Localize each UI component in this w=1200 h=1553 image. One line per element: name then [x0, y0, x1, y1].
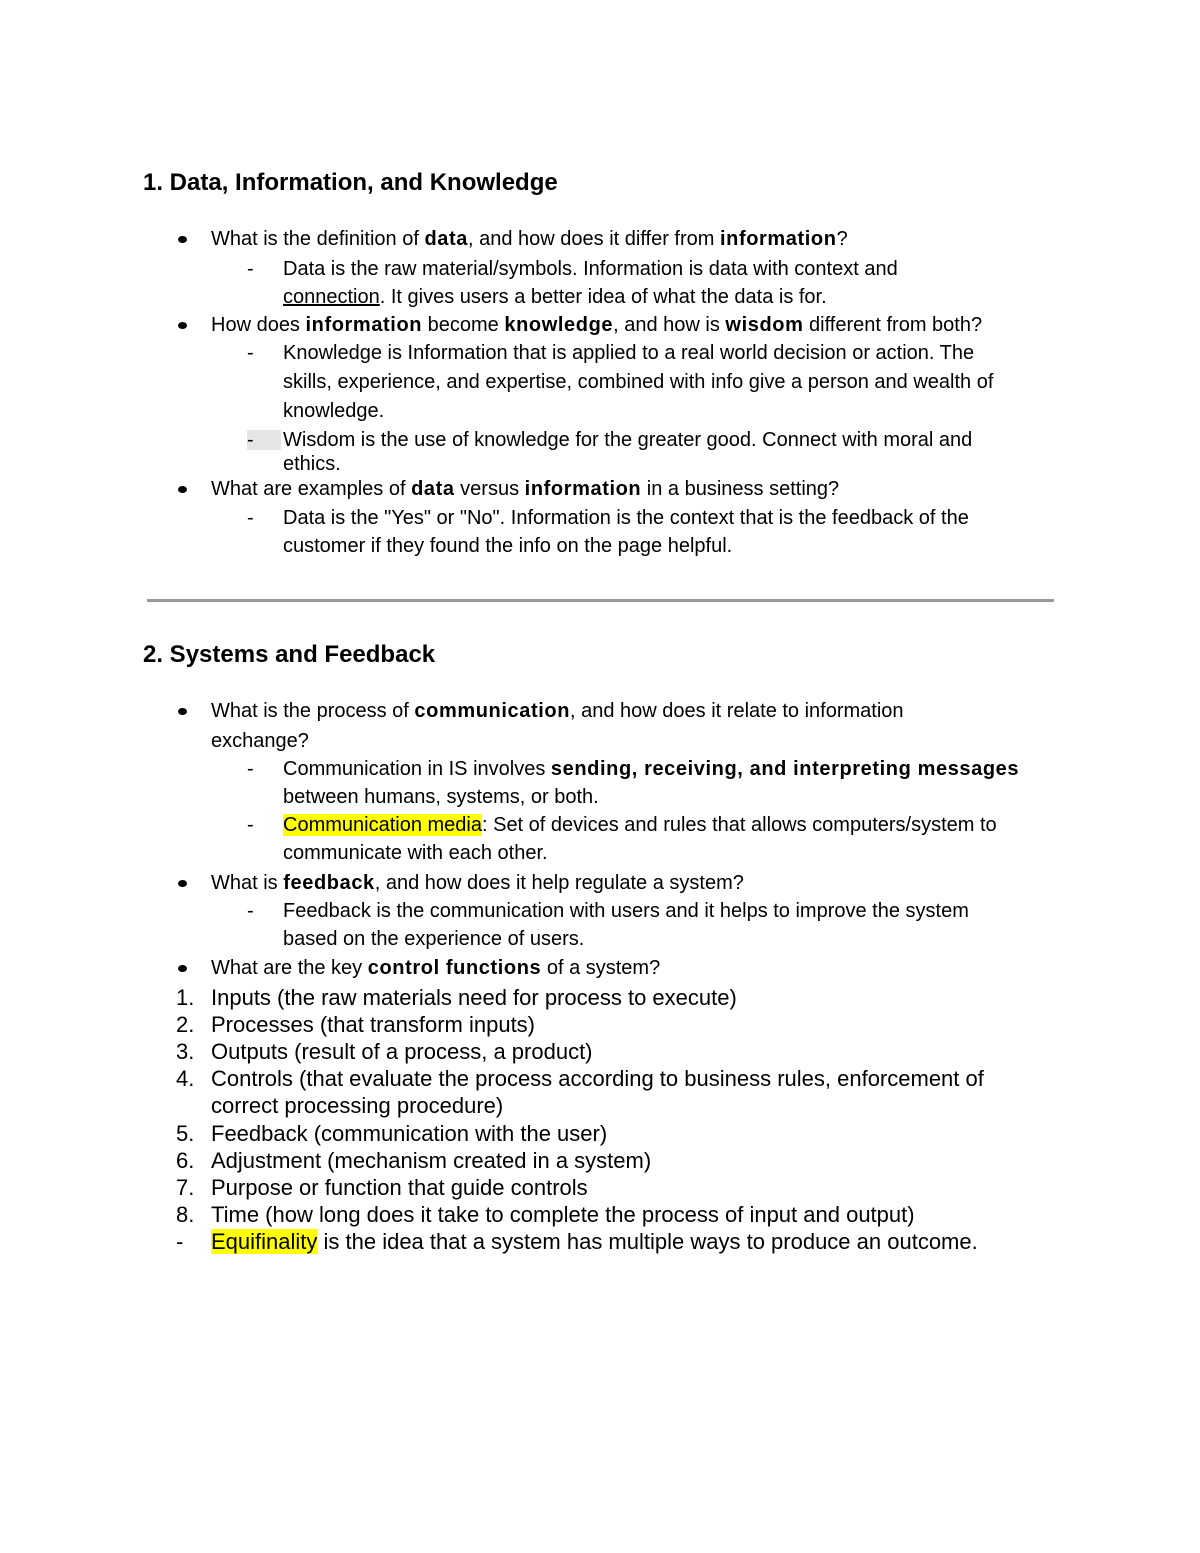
bullet-icon [178, 486, 187, 493]
list-item: Adjustment (mechanism created in a system) [211, 1148, 652, 1173]
list-number: 7. [176, 1175, 195, 1200]
answer-examples-line-1: Data is the "Yes" or "No". Information is the context that is the feedback of the [283, 507, 969, 529]
list-item: Time (how long does it take to complete the process of input and output) [211, 1202, 915, 1227]
answer-communication-line-1: Communication in IS involves sending, receiving, and interpreting messages [283, 758, 1020, 780]
list-item: Controls (that evaluate the process according to business rules, enforcement of [211, 1066, 984, 1091]
question-communication-line-2: exchange? [211, 730, 309, 752]
list-number: 8. [176, 1202, 195, 1227]
list-item: Inputs (the raw materials need for process to execute) [211, 985, 737, 1010]
list-item: Outputs (result of a process, a product) [211, 1039, 593, 1064]
list-number: 3. [176, 1039, 195, 1064]
bullet-icon [178, 322, 187, 329]
section-1-heading: 1. Data, Information, and Knowledge [143, 169, 558, 196]
answer-media-line-2: communicate with each other. [283, 842, 548, 864]
list-number: 2. [176, 1012, 195, 1037]
dash-marker: - [247, 814, 254, 836]
answer-feedback-line-2: based on the experience of users. [283, 928, 585, 950]
answer-wisdom-line-2: ethics. [283, 453, 341, 475]
answer-data-line-2: connection. It gives users a better idea of what the data is for. [283, 286, 827, 308]
list-item: Feedback (communication with the user) [211, 1121, 608, 1146]
bullet-icon [178, 708, 187, 715]
list-number: 1. [176, 985, 195, 1010]
list-item-continuation: correct processing procedure) [211, 1093, 504, 1118]
bullet-icon [178, 965, 187, 972]
question-examples: What are examples of data versus information in a business setting? [211, 478, 840, 500]
bullet-icon [178, 236, 187, 243]
answer-wisdom-line-1: Wisdom is the use of knowledge for the greater good. Connect with moral and [283, 429, 973, 451]
answer-feedback-line-1: Feedback is the communication with users and it helps to improve the system [283, 900, 969, 922]
dash-marker: - [247, 758, 254, 780]
answer-knowledge-line-2: skills, experience, and expertise, combined with info give a person and wealth of [283, 371, 994, 393]
list-number: 5. [176, 1121, 195, 1146]
answer-data-line-1: Data is the raw material/symbols. Information is data with context and [283, 258, 898, 280]
question-knowledge: How does information become knowledge, and how is wisdom different from both? [211, 314, 983, 336]
answer-knowledge-line-3: knowledge. [283, 400, 385, 422]
answer-media-line-1: Communication media: Set of devices and rules that allows computers/system to [283, 814, 997, 836]
list-item: Purpose or function that guide controls [211, 1175, 588, 1200]
list-number: 6. [176, 1148, 195, 1173]
bullet-icon [178, 880, 187, 887]
horizontal-divider [147, 599, 1054, 602]
dash-marker: - [247, 258, 254, 280]
list-number: 4. [176, 1066, 195, 1091]
question-feedback: What is feedback, and how does it help regulate a system? [211, 872, 744, 894]
answer-knowledge-line-1: Knowledge is Information that is applied to a real world decision or action. The [283, 342, 975, 364]
list-item: Processes (that transform inputs) [211, 1012, 536, 1037]
dash-marker: - [247, 900, 254, 922]
question-communication: What is the process of communication, and how does it relate to information [211, 700, 904, 722]
dash-marker: - [247, 429, 254, 451]
question-control-functions: What are the key control functions of a system? [211, 957, 661, 979]
dash-marker: - [247, 342, 254, 364]
answer-examples-line-2: customer if they found the info on the page helpful. [283, 535, 733, 557]
dash-marker: - [247, 507, 254, 529]
dash-marker: - [176, 1229, 184, 1254]
answer-communication-line-2: between humans, systems, or both. [283, 786, 599, 808]
question-data-definition: What is the definition of data, and how does it differ from information? [211, 228, 848, 250]
section-2-heading: 2. Systems and Feedback [143, 641, 436, 668]
equifinality-note: Equifinality is the idea that a system has multiple ways to produce an outcome. [211, 1229, 978, 1254]
